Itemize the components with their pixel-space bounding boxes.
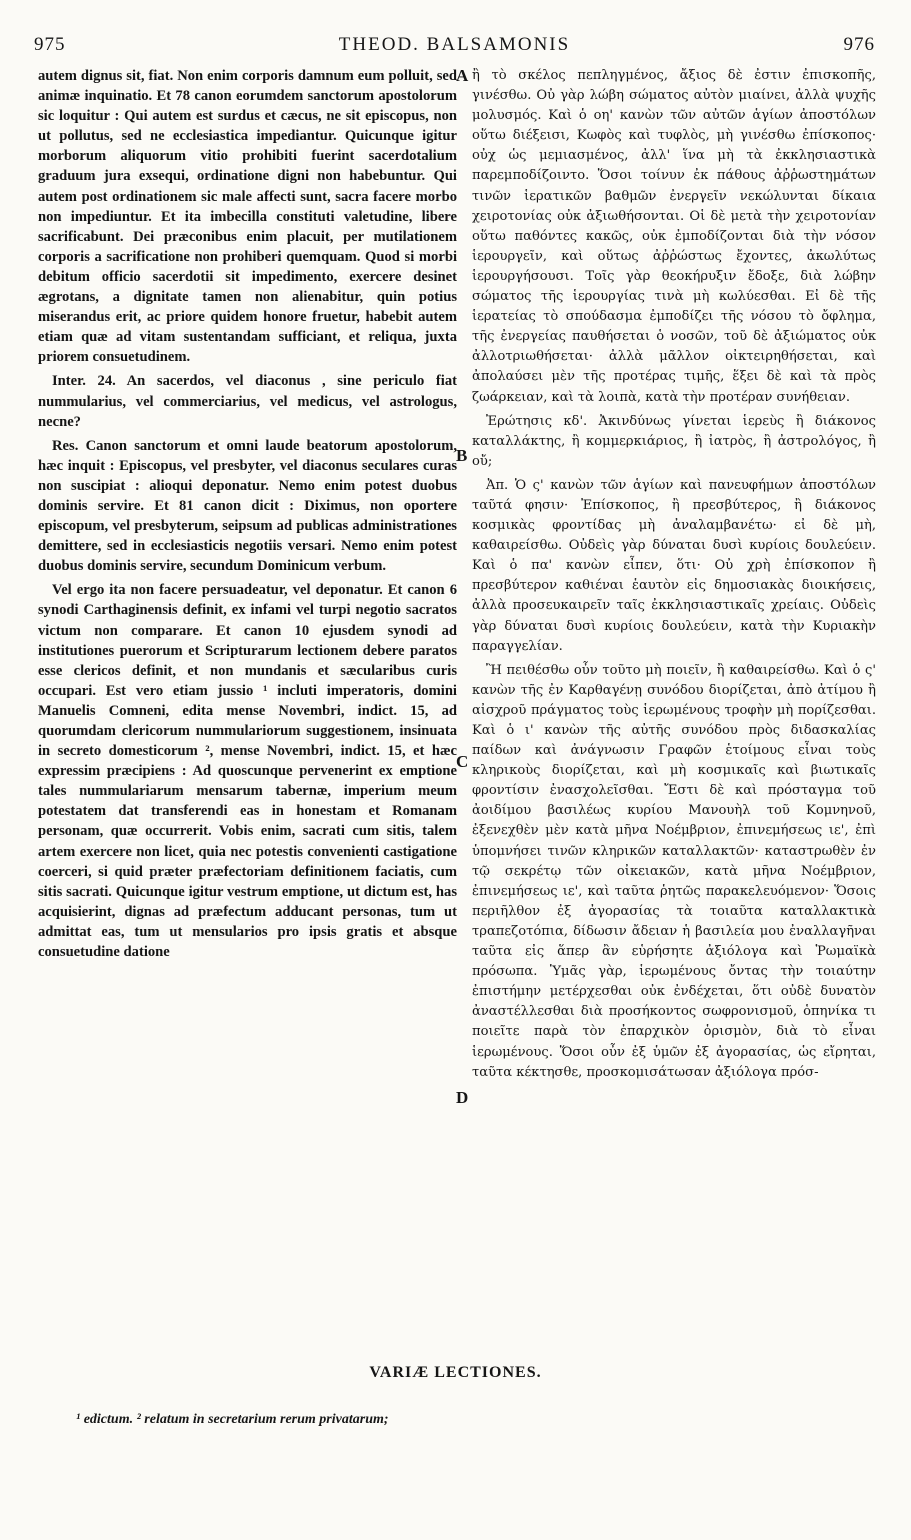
page-header	[34, 34, 875, 60]
greek-paragraph: Ἀπ. Ὁ ς' κανὼν τῶν ἁγίων καὶ πανευφήμων ἀποστόλων ταῦτά φησιν· Ἐπίσκοπος, ἢ πρεσβύτερος, ἢ διάκονος κοσμικὰς φροντίδας μὴ ἀναλαμβανέτω· εἰ δὲ μὴ, καθαιρείσθω. Οὐδεὶς γὰρ δύναται δυσὶ κυρίοις δουλεύειν. Καὶ ὁ πα' κανὼν εἶπεν, ὅτι· Οὐ χρὴ ἐπίσκοπον ἢ πρεσβύτερον καθιέναι ἑαυτὸν εἰς δημοσιακὰς διοικήσεις, ἀλλὰ προσευκαιρεῖν ταῖς ἐκκλησιαστικαῖς χρείαις. Οὐδεὶς γὰρ δύναται δυσὶ κυρίοις δουλεύειν, κατὰ τὴν Κυριακὴν παραγγελίαν.	[472, 477, 876, 654]
greek-paragraph: Ἐρώτησις κδ'. Ἀκινδύνως γίνεται ἱερεὺς ἢ διάκονος καταλλάκτης, ἢ κομμερκιάριος, ἢ ἰατρὸς, ἢ ἀστρολόγος, ἢ οὔ;	[472, 413, 876, 469]
margin-marker-d: D	[456, 1088, 469, 1107]
greek-paragraph: Ἢ πειθέσθω οὖν τοῦτο μὴ ποιεῖν, ἢ καθαιρείσθω. Καὶ ὁ ς' κανὼν τῆς ἐν Καρθαγένῃ συνόδου διορίζεται, ἀπὸ ἀτίμου ἢ αἰσχροῦ πράγματος τοὺς ἱερωμένους τροφὴν μὴ πορίζεσθαι. Καὶ ὁ ι' κανὼν τῆς αὐτῆς συνόδου πρὸς διδασκαλίας παίδων καὶ ἀνάγνωσιν Γραφῶν ἑτοίμους εἶναι τοὺς κληρικοὺς διορίζεται, καὶ μὴ κοσμικαῖς καὶ βιωτικαῖς φροντίσιν ἐνασχολεῖσθαι. Ἔστι δὲ καὶ πρόσταγμα τοῦ ἀοιδίμου βασιλέως κυρίου Μανουὴλ τοῦ Κομνηνοῦ, ἐξενεχθὲν μὲν κατὰ μῆνα Νοέμβριον, ἐπινεμήσεως ιε', ἐπὶ ὑπομνήσει τινῶν κληρικῶν καταλλακτῶν· καταστρωθὲν ἐν τῷ σεκρέτῳ τῶν οἰκειακῶν, κατὰ μῆνα Νοέμβριον, ἐπινεμήσεως ιε', καὶ ταῦτα ῥητῶς παρακελευόμενον· Ὅσοις περιῆλθον ἐξ ἀγορασίας τὰ τοιαῦτα καταλλακτικὰ τραπεζοτόπια, δίδωσιν ἄδειαν ἡ βασιλεία μου ἐναλλαγῆναι ταῦτα εἰς ἅπερ ἂν εὑρήσητε ἀξιόλογα καὶ Ῥωμαϊκὰ πρόσωπα. Ὑμᾶς γὰρ, ἱερωμένους ὄντας τὴν τοιαύτην ἐπιστήμην μετέρχεσθαι οὐκ ἐνδέχεται, ὅτι οὐδὲ δυνατὸν ἀναστέλλεσθαι διὰ προσήκοντος σωφρονισμοῦ, ὁπηνίκα τι ποιεῖτε παρὰ τὸν ἐπαρχικὸν ὁρισμὸν, διὰ τὸ εἶναι ἱερωμένους. Ὅσοι οὖν ἐξ ὑμῶν ἐξ ἀγορασίας, ὡς εἴρηται, ταῦτα κέκτησθε, προσκομισάτωσαν ἀξιόλογα πρόσ-	[472, 662, 876, 1080]
latin-paragraph: Vel ergo ita non facere persuadeatur, vel deponatur. Et canon 6 synodi Carthaginensis definit, ex infami vel turpi negotio sacratos victum non comparare. Et canon 10 ejusdem synodi ad institutiones puerorum et Scripturarum lectionem debere paratos esse clericos definit, et non mundanis et sæcularibus curis occupari. Est vero etiam jussio ¹ incluti imperatoris, domini Manuelis Comneni, edita mense Novembri, indict. 15, ad quorumdam clericorum nummulariorum suggestionem, insinuata in secreto domesticorum ², mense Novembri, indict. 15, et hæc expressim præcipiens : Ad quoscunque pervenerint ex emptione tales nummulariarum mensarum tabernæ, imperium meum potestatem dat transferendi eas in honestam et Romanam personam, quæ occurrerit. Vobis enim, sacrati cum sitis, talem artem exercere non licet, quia nec potestis convenienti castigatione coerceri, si quid præter præfectoriam definitionem faciatis, cum sitis sacrati. Quicunque igitur vestrum emptione, ut dictum est, has acquisierint, dignas ad præfectum adducant personas, tum ut admittat eas, tum ut mensularios pro ipsis gratis et absque consuetudine datione	[38, 582, 457, 961]
variae-lectiones-title: VARIÆ LECTIONES.	[369, 1364, 542, 1381]
page-number-left: 975	[34, 34, 66, 55]
latin-column	[38, 66, 457, 1348]
running-title: THEOD. BALSAMONIS	[338, 34, 571, 55]
margin-marker-c: C	[456, 752, 469, 771]
page-number-right: 976	[843, 34, 875, 55]
greek-column	[472, 66, 876, 1348]
margin-marker-b: B	[456, 446, 468, 465]
margin-marker-a: A	[456, 66, 469, 85]
latin-paragraph: Res. Canon sanctorum et omni laude beatorum apostolorum, hæc inquit : Episcopus, vel presbyter, vel diaconus seculares curas non suscipiat : alioqui deponatur. Nemo enim potest duobus dominis servire. Et 81 canon dicit : Diximus, non oportere episcopum, vel presbyterum, seipsum ad publicas administrationes demittere, sed in ecclesiasticis negotiis versari. Nemo enim potest duobus dominis servire, secundum Dominicum verbum.	[38, 437, 457, 575]
latin-paragraph: Inter. 24. An sacerdos, vel diaconus , sine periculo fiat nummularius, vel commerciarius, vel medicus, vel astrologus, necne?	[38, 373, 457, 430]
greek-paragraph: ἢ τὸ σκέλος πεπληγμένος, ἄξιος δὲ ἐστιν ἐπισκοπῆς, γινέσθω. Οὐ γὰρ λώβη σώματος αὐτὸν μιαίνει, ἀλλὰ ψυχῆς μολυσμός. Καὶ ὁ οη' κανὼν τῶν αὐτῶν ἁγίων ἀποστόλων οὕτω διέξεισι, Κωφὸς καὶ τυφλὸς, μὴ γινέσθω ἐπίσκοπος· οὐχ ὡς μεμιασμένος, ἀλλ' ἵνα μὴ τὰ ἐκκλησιαστικὰ παρεμποδίζοιντο. Ὅσοι τοίνυν ἐκ πάθους ἀῤῥωστημάτων τινῶν ἱερατικῶν βαθμῶν ἐνεργεῖν νεκώλυνται δίκαια χειροτονίας οὐκ ἀξιωθήσονται. Οἱ δὲ μετὰ τὴν χειροτονίαν οὕτω παθόντες κακῶς, οὐκ ἐμποδίζονται διὰ τὴν νόσον ἱερουργεῖν, καὶ οὕτως ἀῤῥώστως ἔχοντες, ἀκωλύτως ἱερουργήσουσι. Τοῖς γὰρ θεοκήρυξιν ἔδοξε, διὰ λώβην σώματος τῆς ἱερουργίας τινὰ μὴ κωλύεσθαι. Εἰ δὲ τῆς ἱερατείας τὸ σπούδασμα ἐμποδίζει τῆς νόσου τὸ ὄφλημα, τῆς ἐνεργείας παυθήσεται ὁ νοσῶν, τοῦ δὲ ἀξιώματος οὐκ ἀλλοτριωθήσεται· ἀλλὰ μᾶλλον οἰκτειρηθήσεται, καὶ ἀπολαύσει μὲν τῆς προτέρας τιμῆς, ἕξει δὲ καὶ τὰ πρὸς ζωάρκειαν, καὶ τὰ λοιπὰ, κατὰ τὴν προτέραν συνήθειαν.	[472, 68, 876, 405]
latin-paragraph: autem dignus sit, fiat. Non enim corporis damnum eum polluit, sed animæ inquinatio. Et 78 canon eorumdem sanctorum apostolorum sic loquitur : Qui autem est surdus et cæcus, ne sit episcopus, non ut pollutus, sed ne ecclesiastica impediantur. Quicunque igitur morborum aliquorum vitio prohibiti fuerint sacerdotalium graduum jura exsequi, ordinatione digni non habebuntur. Qui autem post ordinationem sic male affecti sunt, sacra facere morbo non impediuntur. Et ita imbecilla constituti valetudine, libere sacrificabunt. Dei præconibus enim placuit, per mutilationem corporis a sacrificatione non prohiberi quemquam. Quod si morbi debitum officio sacerdotii sit impedimento, exercere desinet ægrotans, a dignitate tamen non alienabitur, quin potius miserandus erit, ac priore quidem honore fruetur, habebit autem etiam quæ ad vitam sustentandam sufficiant, et reliqua, juxta priorem consuetudinem.	[38, 68, 457, 366]
variae-lectiones-notes: ¹ edictum. ² relatum in secretarium rerum privatarum;	[76, 1412, 389, 1427]
